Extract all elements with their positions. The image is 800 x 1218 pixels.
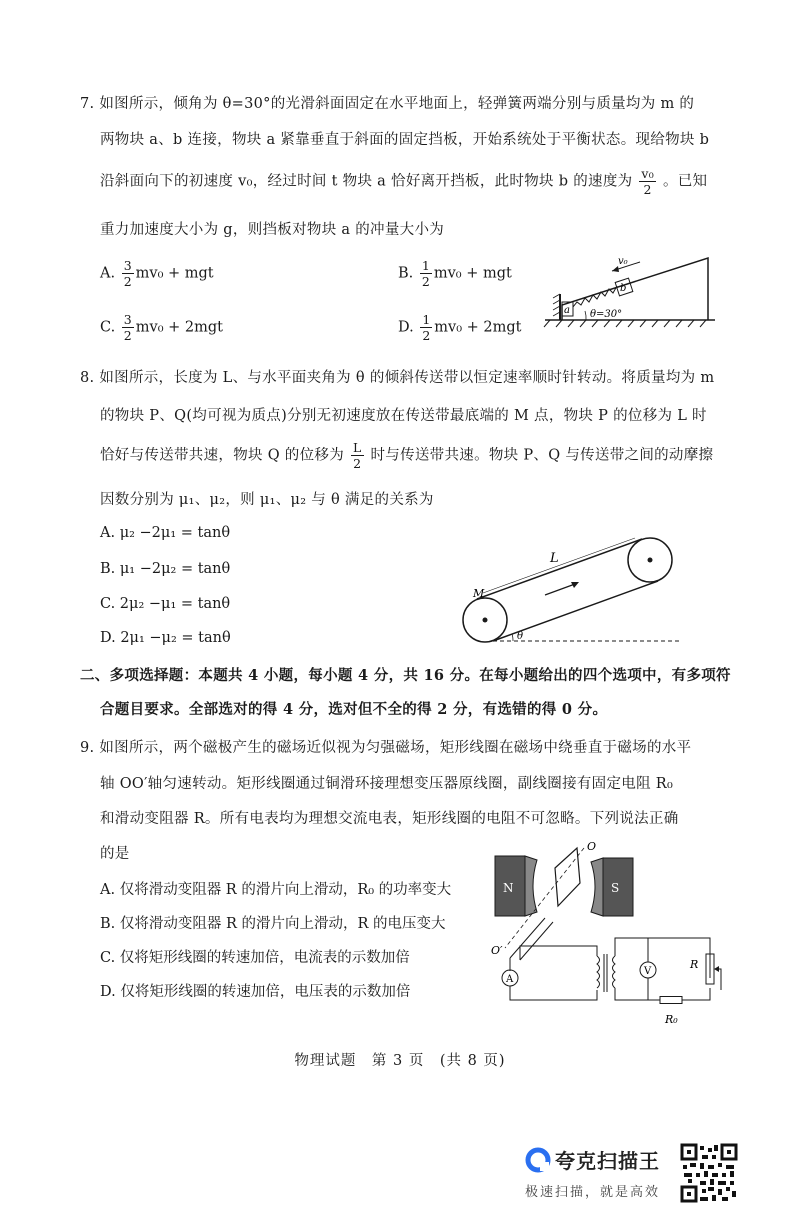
section2-line1: 二、多项选择题：本题共 4 小题，每小题 4 分，共 16 分。在每小题给出的四个选项中，有多项符 bbox=[80, 667, 731, 684]
incline-slope bbox=[562, 258, 708, 320]
scanner-slogan: 极速扫描，就是高效 bbox=[525, 1185, 661, 1200]
r0-wire-right bbox=[682, 988, 710, 1000]
ammeter-label: A bbox=[506, 974, 514, 985]
page-footer: 物理试题 第 3 页 (共 8 页) bbox=[294, 1053, 506, 1069]
rheostat-slider-arrow bbox=[714, 966, 719, 972]
length-marker bbox=[483, 538, 635, 593]
axis-o-label: O bbox=[587, 840, 597, 853]
block-a-label: a bbox=[564, 305, 570, 316]
q7-line3 bbox=[100, 166, 707, 197]
velocity-label: v₀ bbox=[618, 256, 628, 267]
q8-conveyor-figure bbox=[455, 515, 685, 650]
q8-option-d: D. 2μ₁ −μ₂ = tanθ bbox=[100, 630, 231, 646]
q7-option-a-label: A. bbox=[100, 265, 116, 282]
q7-b-den: 2 bbox=[421, 274, 430, 289]
q7-option-b bbox=[398, 258, 512, 289]
ground-hatch bbox=[544, 320, 706, 327]
q8-frac-num: L bbox=[352, 440, 362, 455]
q7-frac-den: 2 bbox=[643, 182, 652, 197]
motion-arrow bbox=[545, 584, 575, 595]
south-pole-label: S bbox=[611, 881, 620, 895]
q7-frac-num: v₀ bbox=[641, 166, 655, 181]
q7-a-num: 3 bbox=[123, 258, 132, 273]
q7-option-d bbox=[398, 312, 522, 343]
q7-option-b-rest: mv₀ + mgt bbox=[433, 265, 512, 282]
q7-option-d-rest: mv₀ + 2mgt bbox=[434, 319, 522, 336]
q9-generator-figure bbox=[485, 838, 725, 1033]
q8-line1: 8. 如图所示，长度为 L、与水平面夹角为 θ 的倾斜传送带以恒定速率顺时针转动。将质量均为 m bbox=[80, 370, 715, 386]
q7-c-den: 2 bbox=[123, 328, 132, 343]
q7-line3-pre: 沿斜面向下的初速度 v₀，经过时间 t 物块 a 恰好离开挡板，此时物块 b 的速度为 bbox=[100, 173, 633, 190]
voltmeter-label: V bbox=[644, 966, 652, 977]
north-pole-face bbox=[525, 856, 537, 916]
upper-pulley-axle bbox=[648, 558, 653, 563]
q9-option-a: A. 仅将滑动变阻器 R 的滑片向上滑动，R₀ 的功率变大 bbox=[100, 882, 452, 898]
q8-line3-post: 时与传送带共速。物块 P、Q 与传送带之间的动摩擦 bbox=[370, 447, 714, 464]
scanner-logo-icon bbox=[525, 1147, 551, 1173]
angle-arc bbox=[585, 311, 586, 320]
q9-option-d: D. 仅将矩形线圈的转速加倍，电压表的示数加倍 bbox=[100, 984, 411, 1000]
axis-o-prime-label: O′ bbox=[491, 944, 503, 957]
q9-option-b: B. 仅将滑动变阻器 R 的滑片向上滑动，R 的电压变大 bbox=[100, 916, 446, 932]
q7-a-den: 2 bbox=[123, 274, 132, 289]
q7-d-den: 2 bbox=[422, 328, 431, 343]
q9-line4: 的是 bbox=[100, 846, 130, 862]
q7-line2: 两物块 a、b 连接，物块 a 紧靠垂直于斜面的固定挡板，开始系统处于平衡状态。现给物块 b bbox=[100, 132, 710, 148]
point-m-label: M bbox=[473, 587, 485, 600]
q8-option-c: C. 2μ₂ −μ₁ = tanθ bbox=[100, 596, 231, 612]
q7-option-c bbox=[100, 312, 223, 343]
q8-fraction bbox=[351, 440, 364, 471]
baffle-hatch bbox=[553, 294, 560, 316]
q9-line1: 9. 如图所示，两个磁极产生的磁场近似视为匀强磁场，矩形线圈在磁场中绕垂直于磁场的水平 bbox=[80, 740, 692, 756]
secondary-coil bbox=[613, 956, 616, 988]
q7-option-a-rest: mv₀ + mgt bbox=[135, 265, 214, 282]
angle-label: θ=30° bbox=[590, 309, 623, 320]
theta-arc bbox=[512, 634, 513, 641]
lower-pulley-axle bbox=[483, 618, 488, 623]
q8-option-a: A. μ₂ −2μ₁ = tanθ bbox=[100, 525, 231, 541]
secondary-bottom-wire bbox=[615, 988, 645, 1000]
rectangular-coil bbox=[555, 848, 580, 906]
lead-right bbox=[520, 946, 597, 960]
primary-coil bbox=[597, 956, 600, 988]
q7-option-a-frac bbox=[122, 258, 134, 289]
q7-line1: 7. 如图所示，倾角为 θ=30°的光滑斜面固定在水平地面上，轻弹簧两端分别与质量均为 m 的 bbox=[80, 96, 695, 112]
block-b-label: b bbox=[620, 283, 627, 294]
q7-option-c-frac bbox=[122, 312, 134, 343]
q8-line3 bbox=[100, 440, 713, 471]
rheostat-slider bbox=[716, 969, 721, 990]
scanner-app-name: 夸克扫描王 bbox=[555, 1149, 660, 1173]
q7-b-num: 1 bbox=[421, 258, 430, 273]
q9-line2: 轴 OO′轴匀速转动。矩形线圈通过铜滑环接理想变压器原线圈，副线圈接有固定电阻 R₀ bbox=[100, 776, 674, 792]
q7-option-b-frac bbox=[420, 258, 432, 289]
scanner-watermark bbox=[525, 1143, 740, 1207]
q7-option-c-label: C. bbox=[100, 319, 116, 336]
length-label: L bbox=[550, 551, 559, 566]
q8-line2: 的物块 P、Q(均可视为质点)分别无初速度放在传送带最底端的 M 点，物块 P 的位移为 L 时 bbox=[100, 408, 707, 424]
q7-line3-post: 。已知 bbox=[662, 173, 708, 190]
section2-line2: 合题目要求。全部选对的得 4 分，选对但不全的得 2 分，有选错的得 0 分。 bbox=[100, 701, 608, 718]
q7-fraction bbox=[639, 166, 656, 197]
q8-line4: 因数分别为 μ₁、μ₂，则 μ₁、μ₂ 与 θ 满足的关系为 bbox=[100, 492, 434, 508]
q7-incline-figure bbox=[540, 250, 720, 330]
q8-line3-pre: 恰好与传送带共速，物块 Q 的位移为 bbox=[100, 447, 345, 464]
q7-option-b-label: B. bbox=[398, 265, 414, 282]
q7-c-num: 3 bbox=[123, 312, 132, 327]
primary-bottom-wire bbox=[510, 986, 597, 1000]
south-pole-face bbox=[591, 858, 603, 916]
q9-option-c: C. 仅将矩形线圈的转速加倍，电流表的示数加倍 bbox=[100, 950, 410, 966]
r0-label: R₀ bbox=[665, 1013, 678, 1026]
theta-label: θ bbox=[517, 631, 524, 642]
q7-d-num: 1 bbox=[422, 312, 431, 327]
resistor-r0 bbox=[660, 997, 682, 1004]
q7-option-d-frac bbox=[420, 312, 432, 343]
qr-code-icon bbox=[680, 1143, 738, 1203]
q7-option-a bbox=[100, 258, 214, 289]
rheostat-label: R bbox=[690, 958, 699, 971]
q7-option-c-rest: mv₀ + 2mgt bbox=[135, 319, 223, 336]
coil-leads bbox=[510, 918, 553, 960]
q7-option-d-label: D. bbox=[398, 319, 414, 336]
q9-line3: 和滑动变阻器 R。所有电表均为理想交流电表，矩形线圈的电阻不可忽略。下列说法正确 bbox=[100, 811, 679, 827]
q7-line4: 重力加速度大小为 g，则挡板对物块 a 的冲量大小为 bbox=[100, 222, 445, 238]
q8-option-b: B. μ₁ −2μ₂ = tanθ bbox=[100, 561, 231, 577]
north-pole-label: N bbox=[503, 881, 514, 895]
q8-frac-den: 2 bbox=[353, 456, 362, 471]
